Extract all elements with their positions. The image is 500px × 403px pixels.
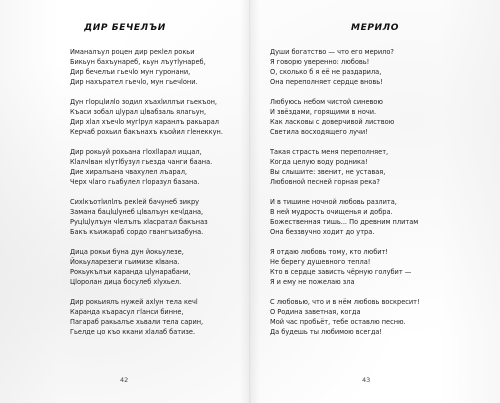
right-page xyxy=(250,0,500,403)
poem-line: Рокьукълъи каранда цlунарабани, xyxy=(70,268,191,276)
stanza xyxy=(70,147,240,187)
poem-line: Кто в сердце зависть чёрную голубит — xyxy=(270,268,412,276)
page-number-left: 42 xyxy=(120,376,129,384)
poem-line: Дир рокьиялъ нужей ахlун тела кечl xyxy=(70,298,198,306)
poem-left xyxy=(70,47,240,347)
poem-line: Дир рокьуй рохьана гlохllарал иццал, xyxy=(70,148,202,156)
stanza xyxy=(270,197,445,237)
poem-line: Такая страсть меня переполняет, xyxy=(270,148,389,156)
poem-line: Руцlцlулъун чlелълъ хlасратал бакъназ xyxy=(70,218,208,226)
stanza xyxy=(70,97,240,137)
stanza xyxy=(270,247,445,287)
poem-line: Не берегу душевного тепла! xyxy=(270,258,371,266)
poem-line: Дир нахърател гьечlо, мун гьечlони. xyxy=(70,78,198,86)
poem-line: В ней мудрость очищенья и добра. xyxy=(270,208,393,216)
poem-line: Цlоролан дица босулеб хlухьел. xyxy=(70,278,182,286)
poem-line: И в тишине ночной любовь разлита, xyxy=(270,198,397,206)
poem-line: Кlалчlван кlутlбузул гьезда чанги баана. xyxy=(70,158,213,166)
poem-right xyxy=(270,47,445,347)
poem-line: О Родина заветная, когда xyxy=(270,308,361,316)
poem-line: Керчаб рохьил бакънахъ къойил гlенеккун. xyxy=(70,128,223,136)
poem-line: Замана бацlцlунеб цlвалъун кечlдана, xyxy=(70,208,204,216)
poem-line: Гьелде цо къо ккани хlалаб батизе. xyxy=(70,328,196,336)
poem-line: Любуюсь небом чистой синевою xyxy=(270,98,383,106)
poem-line: Дун гlорцlилlо зодил хъахlиллъи гьекъон, xyxy=(70,98,218,106)
poem-title-right: МЕРИЛО xyxy=(351,23,399,33)
stanza xyxy=(70,197,240,237)
poem-line: Иманалъул роцен дир рекlел рокьи xyxy=(70,48,195,56)
page-number-right: 43 xyxy=(362,376,371,384)
poem-line: О, сколько б я её не раздарила, xyxy=(270,68,382,76)
poem-line: Души богатство — что его мерило? xyxy=(270,48,394,56)
stanza xyxy=(70,297,240,337)
poem-line: Дие хиралъана чвахулел лъарал, xyxy=(70,168,188,176)
poem-line: Дир бечелъи гьечlо мун гуронани, xyxy=(70,68,191,76)
poem-line: Йокьуларезеги гьимизе кlвана. xyxy=(70,258,180,266)
poem-line: Пагараб ракьалъе хьвали тела сарин, xyxy=(70,318,204,326)
stanza xyxy=(70,247,240,287)
stanza xyxy=(70,47,240,87)
poem-line: Она беззвучно ходит до утра. xyxy=(270,228,375,236)
poem-line: Она переполняет сердце вновь! xyxy=(270,78,383,86)
poem-line: Вы слышите: звенит, не уставая, xyxy=(270,168,386,176)
poem-line: Светила восходящего лучи! xyxy=(270,128,368,136)
stanza xyxy=(270,97,445,137)
poem-line: Каранда къарасул гlанси бинне, xyxy=(70,308,184,316)
poem-line: С любовью, что и в нём любовь воскресит! xyxy=(270,298,420,306)
poem-line: Божественная тишь... По древним плитам xyxy=(270,218,419,226)
poem-line: Любовной песней горная река? xyxy=(270,178,380,186)
poem-line: Я отдаю любовь тому, кто любит! xyxy=(270,248,389,256)
poem-line: Бакъ къижараб сордо гвангъизабуна. xyxy=(70,228,204,236)
poem-line: Да будешь ты любимою всегда! xyxy=(270,328,383,336)
poem-line: Как ласковы с доверчивой листвою xyxy=(270,118,395,126)
poem-line: Дица рокьи буна дун йокьулезе, xyxy=(70,248,184,256)
poem-line: Черх чlаго гьабулел гlоразул базана. xyxy=(70,178,200,186)
stanza xyxy=(270,297,445,337)
poem-line: Мой час пробьёт, тебе оставлю песню. xyxy=(270,318,406,326)
poem-line: Я и ему не пожелаю зла xyxy=(270,278,355,286)
poem-line: И звёздами, горящими в ночи. xyxy=(270,108,377,116)
poem-line: Когда целую воду родника! xyxy=(270,158,368,166)
poem-line: Бикьун бахъунареб, кьун лъутlунареб, xyxy=(70,58,206,66)
stanza xyxy=(270,47,445,87)
poem-line: Дир хlал хъечlо мугlрул каранлъ ракьарал xyxy=(70,118,219,126)
stanza xyxy=(270,147,445,187)
poem-line: Сихlкъотlилlлъ рекlей бачунеб зикру xyxy=(70,198,200,206)
poem-title-left: ДИР БЕЧЕЛЪИ xyxy=(84,23,166,33)
poem-line: Я говорю уверенно: любовь! xyxy=(270,58,370,66)
poem-line: Къаси зобал цlурал цlвабзаль ялагьун, xyxy=(70,108,207,116)
